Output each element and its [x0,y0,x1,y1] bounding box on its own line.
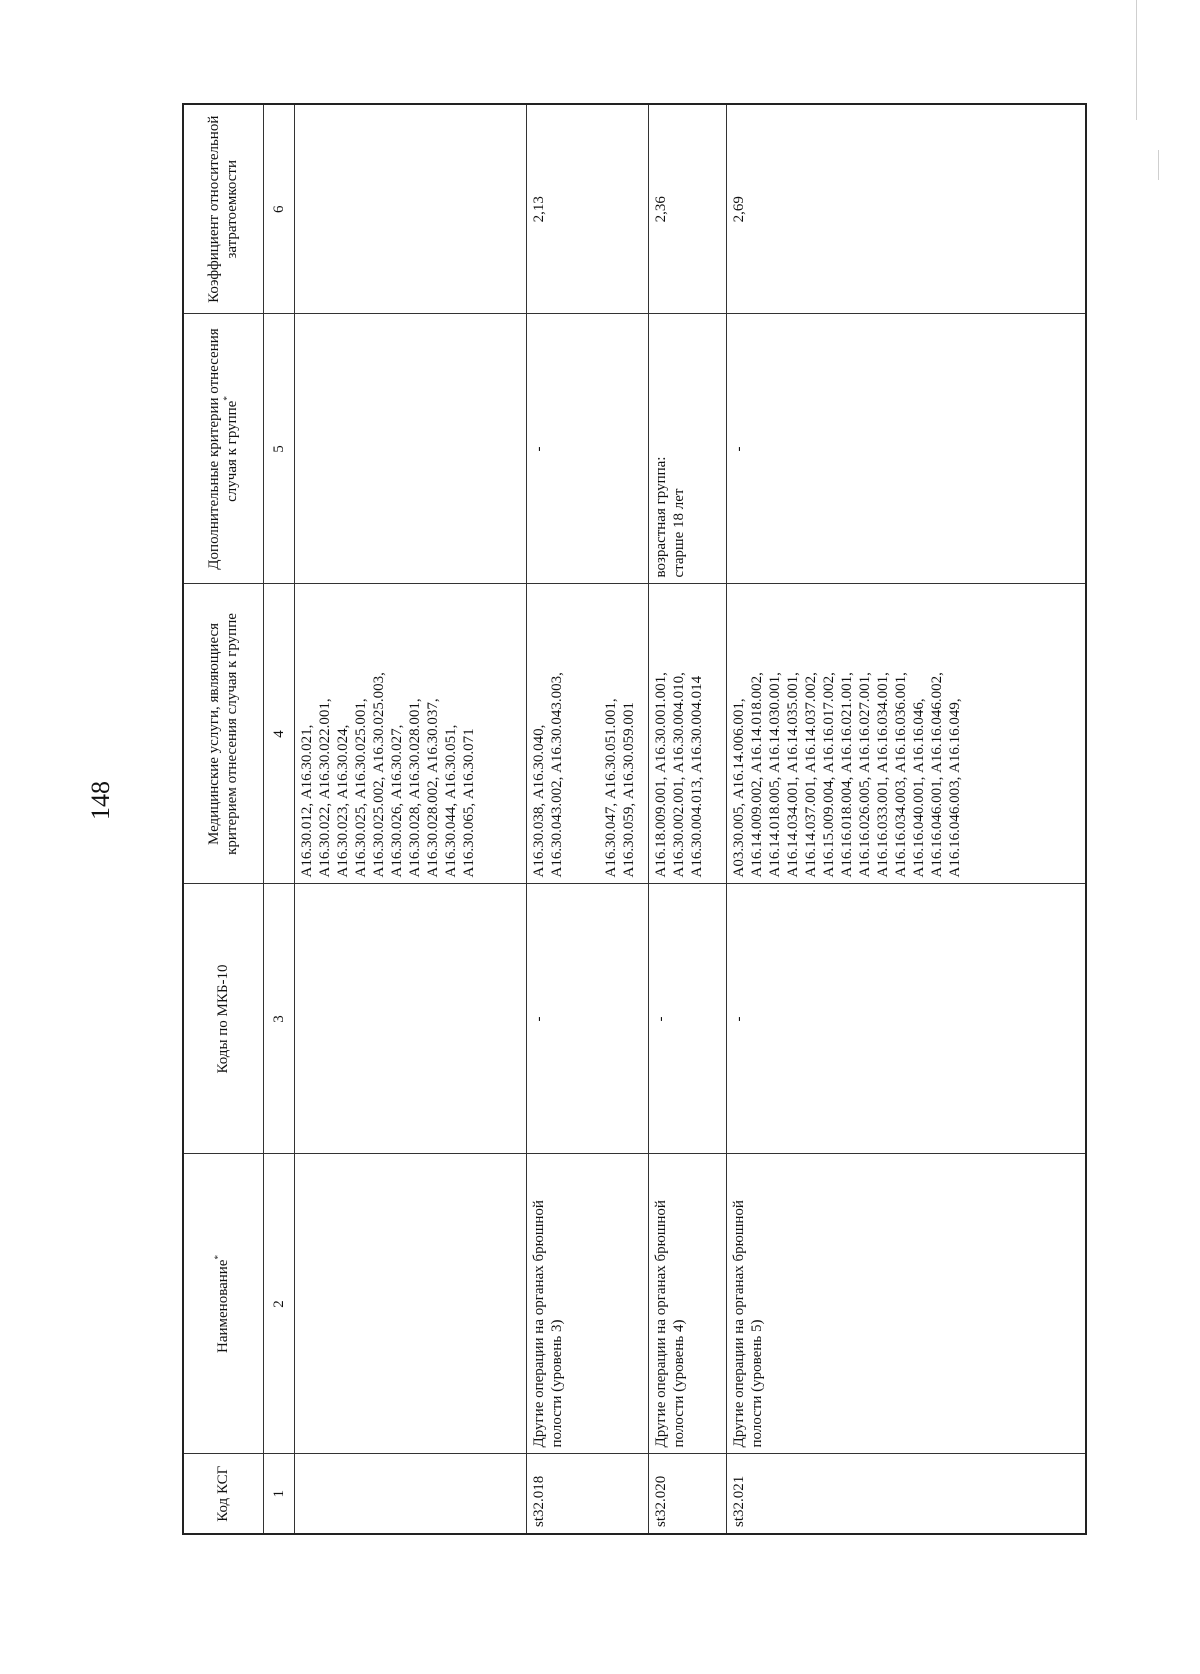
header-ksg-code: Код КСГ [183,1454,263,1534]
footnote-mark: * [213,1255,224,1260]
header-additional-criteria [183,314,263,584]
ksg-code-cell: st32.021 [726,1454,1086,1534]
header-mkb-codes: Коды по МКБ-10 [183,884,263,1154]
ksg-table [182,103,1087,1535]
name-cell: Другие операции на органах брюшной полости (уровень 4) [648,1154,726,1454]
mkb-cell: - [726,884,1086,1154]
services-cell: А16.18.009.001, А16.30.001.001, А16.30.002.001, А16.30.004.010, А16.30.004.013, А16.30.004.014 [648,584,726,884]
criteria-cell: возрастная группа: старше 18 лет [648,314,726,584]
coefficient-cell: 2,36 [648,104,726,314]
ksg-code-cell: st32.020 [648,1454,726,1534]
coefficient-cell: 2,69 [726,104,1086,314]
coefficient-cell: 2,13 [526,104,648,314]
header-coefficient: Коэффициент относительной затратоемкости [183,104,263,314]
criteria-cell [294,314,526,584]
table-row [726,104,1086,1534]
criteria-cell: - [526,314,648,584]
header-name-text: Наименование [215,1259,232,1353]
services-cell: А16.30.038, А16.30.040, А16.30.043.002, А16.30.043.003, А16.30.047, А16.30.051.001, А16.30.059, А16.30.059.001 [526,584,648,884]
coefficient-cell [294,104,526,314]
column-number: 5 [263,314,294,584]
column-number: 6 [263,104,294,314]
column-number: 3 [263,884,294,1154]
column-number: 4 [263,584,294,884]
mkb-cell [294,884,526,1154]
scan-edge-line [1136,0,1137,120]
services-cell: А03.30.005, А16.14.006.001, А16.14.009.002, А16.14.018.002, А16.14.018.005, А16.14.030.001, А16.14.034.001, А16.14.035.001, А16.14.037.001, А16.14.037.002, А16.15.009.004, А16.16.017.002, А16.16.018.004, А16.16.021.001, А16.16.026.005, А16.16.027.001, А16.16.033.001, А16.16.034.001, А16.16.034.003, А16.16.036.001, А16.16.040.001, А16.16.046, А16.16.046.001, А16.16.046.002, А16.16.046.003, А16.16.049, [726,584,1086,884]
name-cell [294,1154,526,1454]
header-row [183,104,263,1534]
table-row [648,104,726,1534]
footnote-mark: * [222,396,233,401]
header-criteria-text: Дополнительные критерии отнесения случая к группе [206,328,241,570]
mkb-cell: - [648,884,726,1154]
mkb-cell: - [526,884,648,1154]
column-number-row [263,104,294,1534]
header-medical-services: Медицинские услуги, являющиеся критерием отнесения случая к группе [183,584,263,884]
scan-edge-line [1158,150,1159,180]
header-name [183,1154,263,1454]
name-cell: Другие операции на органах брюшной полости (уровень 5) [726,1154,1086,1454]
criteria-cell: - [726,314,1086,584]
rotated-table-container [182,105,1087,1535]
column-number: 2 [263,1154,294,1454]
name-cell: Другие операции на органах брюшной полости (уровень 3) [526,1154,648,1454]
page-number: 148 [86,781,115,820]
ksg-code-cell: st32.018 [526,1454,648,1534]
services-cell: А16.30.012, А16.30.021, А16.30.022, А16.30.022.001, А16.30.023, А16.30.024, А16.30.025, А16.30.025.001, А16.30.025.002, А16.30.025.003, А16.30.026, А16.30.027, А16.30.028, А16.30.028.001, А16.30.028.002, А16.30.037, А16.30.044, А16.30.051, А16.30.065, А16.30.071 [294,584,526,884]
table-row [526,104,648,1534]
table-row [294,104,526,1534]
ksg-code-cell [294,1454,526,1534]
column-number: 1 [263,1454,294,1534]
